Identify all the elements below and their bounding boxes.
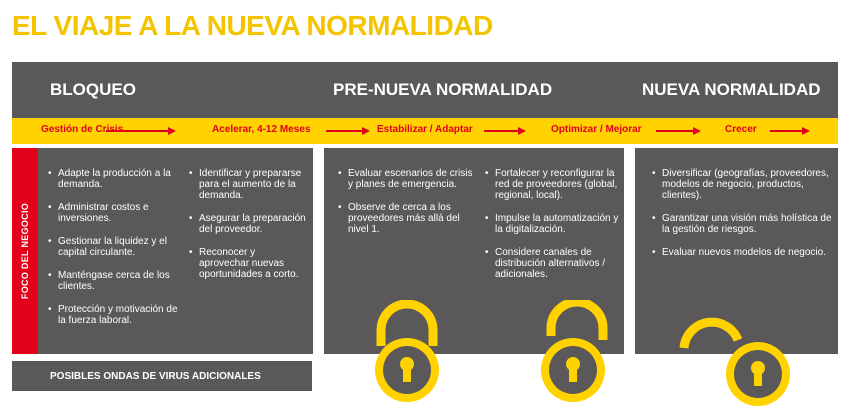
padlock-closed-icon: [367, 300, 447, 410]
list-item: • Adapte la producción a la demanda.: [48, 168, 183, 190]
column-pre-1: [338, 168, 476, 247]
step-acelerar: Acelerar, 4-12 Meses: [212, 124, 311, 135]
list-item: • Identificar y prepararse para el aumento de la demanda.: [189, 168, 307, 201]
phase-bloqueo: BLOQUEO: [50, 80, 136, 99]
phase-nueva-normalidad: NUEVA NORMALIDAD: [642, 80, 821, 99]
list-item: • Observe de cerca a los proveedores más allá del nivel 1.: [338, 202, 476, 235]
arrow-right-icon: [656, 127, 701, 135]
arrow-right-icon: [106, 127, 176, 135]
column-pre-2: [485, 168, 621, 292]
step-estabilizar: Estabilizar / Adaptar: [377, 124, 473, 135]
arrow-right-icon: [770, 127, 810, 135]
list-item: • Protección y motivación de la fuerza laboral.: [48, 304, 183, 326]
list-item: • Considere canales de distribución alternativos / adicionales.: [485, 247, 621, 280]
arrow-right-icon: [484, 127, 526, 135]
arrow-right-icon: [326, 127, 370, 135]
list-item: • Diversificar (geografías, proveedores, modelos de negocio, productos, clientes).: [652, 168, 832, 201]
list-item: • Manténgase cerca de los clientes.: [48, 270, 183, 292]
list-item: • Evaluar escenarios de crisis y planes de emergencia.: [338, 168, 476, 190]
list-item: • Administrar costos e inversiones.: [48, 202, 183, 224]
page-title: EL VIAJE A LA NUEVA NORMALIDAD: [12, 10, 493, 41]
list-item: • Impulse la automatización y la digitalización.: [485, 213, 621, 235]
step-gestion-crisis: Gestión de Crisis: [41, 124, 124, 135]
focus-label: FOCO DEL NEGOCIO: [20, 202, 30, 300]
list-item: • Evaluar nuevos modelos de negocio.: [652, 247, 832, 258]
column-bloqueo-1: [48, 168, 183, 338]
padlock-open-icon: [676, 312, 794, 410]
phase-pre-nueva-normalidad: PRE-NUEVA NORMALIDAD: [333, 80, 553, 99]
virus-waves-label: POSIBLES ONDAS DE VIRUS ADICIONALES: [50, 371, 261, 382]
list-item: • Fortalecer y reconfigurar la red de proveedores (global, regional, local).: [485, 168, 621, 201]
list-item: • Asegurar la preparación del proveedor.: [189, 213, 307, 235]
step-crecer: Crecer: [725, 124, 757, 135]
step-optimizar: Optimizar / Mejorar: [551, 124, 642, 135]
list-item: • Garantizar una visión más holística de la gestión de riesgos.: [652, 213, 832, 235]
list-item: • Gestionar la liquidez y el capital circulante.: [48, 236, 183, 258]
column-bloqueo-2: [189, 168, 307, 292]
padlock-opening-icon: [533, 300, 613, 410]
column-nueva: [652, 168, 832, 270]
list-item: • Reconocer y aprovechar nuevas oportunidades a corto.: [189, 247, 307, 280]
